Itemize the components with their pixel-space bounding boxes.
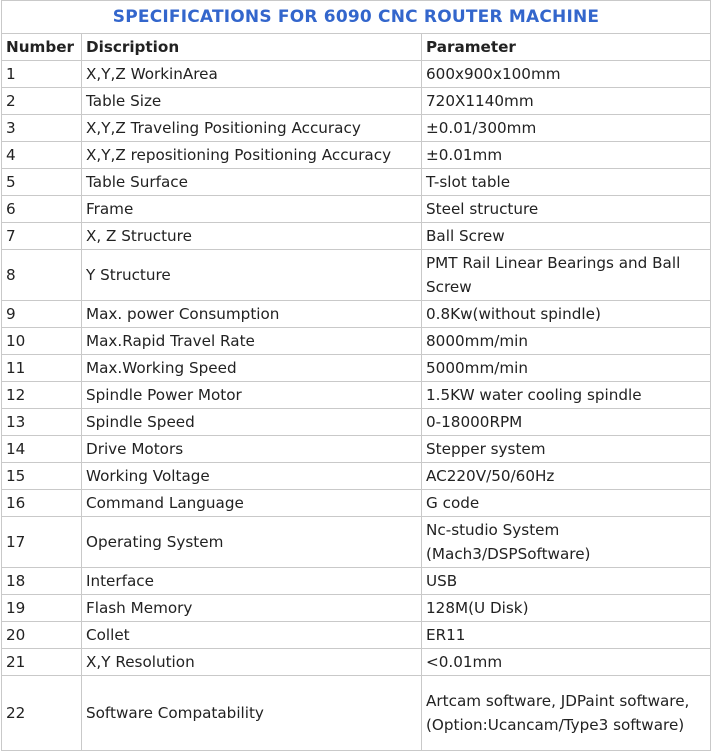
table-row	[2, 355, 711, 382]
cell-description: Flash Memory	[82, 595, 422, 622]
cell-parameter: USB	[422, 568, 711, 595]
cell-number: 9	[2, 301, 82, 328]
cell-number: 15	[2, 463, 82, 490]
cell-description: Max. power Consumption	[82, 301, 422, 328]
cell-description: Working Voltage	[82, 463, 422, 490]
cell-description: Frame	[82, 196, 422, 223]
cell-parameter: 1.5KW water cooling spindle	[422, 382, 711, 409]
table-row	[2, 409, 711, 436]
cell-number: 8	[2, 250, 82, 301]
spec-table-wrapper	[1, 0, 710, 751]
cell-parameter: Steel structure	[422, 196, 711, 223]
cell-description: Software Compatability	[82, 676, 422, 751]
cell-number: 14	[2, 436, 82, 463]
table-row	[2, 196, 711, 223]
cell-description: X,Y,Z WorkinArea	[82, 61, 422, 88]
cell-number: 5	[2, 169, 82, 196]
table-row	[2, 301, 711, 328]
cell-description: X,Y,Z repositioning Positioning Accuracy	[82, 142, 422, 169]
cell-number: 2	[2, 88, 82, 115]
cell-parameter: ER11	[422, 622, 711, 649]
table-row	[2, 517, 711, 568]
table-row	[2, 250, 711, 301]
cell-parameter: 600x900x100mm	[422, 61, 711, 88]
table-row	[2, 88, 711, 115]
table-row	[2, 676, 711, 751]
cell-parameter: 5000mm/min	[422, 355, 711, 382]
cell-number: 17	[2, 517, 82, 568]
cell-parameter: 8000mm/min	[422, 328, 711, 355]
cell-parameter: 0.8Kw(without spindle)	[422, 301, 711, 328]
table-row	[2, 463, 711, 490]
cell-description: Max.Rapid Travel Rate	[82, 328, 422, 355]
cell-number: 11	[2, 355, 82, 382]
table-row	[2, 490, 711, 517]
table-row	[2, 595, 711, 622]
cell-parameter: Artcam software, JDPaint software, (Option:Ucancam/Type3 software)	[422, 676, 711, 751]
cell-description: Operating System	[82, 517, 422, 568]
cell-number: 12	[2, 382, 82, 409]
cell-description: X, Z Structure	[82, 223, 422, 250]
cell-parameter: <0.01mm	[422, 649, 711, 676]
cell-number: 1	[2, 61, 82, 88]
cell-parameter: Stepper system	[422, 436, 711, 463]
cell-parameter: AC220V/50/60Hz	[422, 463, 711, 490]
column-header-description: Discription	[82, 34, 422, 61]
table-row	[2, 328, 711, 355]
cell-number: 13	[2, 409, 82, 436]
cell-description: Drive Motors	[82, 436, 422, 463]
spec-table	[1, 0, 711, 751]
table-row	[2, 622, 711, 649]
table-row	[2, 382, 711, 409]
cell-parameter: 0-18000RPM	[422, 409, 711, 436]
cell-parameter: G code	[422, 490, 711, 517]
cell-description: Table Size	[82, 88, 422, 115]
title-row	[2, 1, 711, 34]
cell-number: 16	[2, 490, 82, 517]
table-row	[2, 568, 711, 595]
cell-parameter: 720X1140mm	[422, 88, 711, 115]
cell-number: 3	[2, 115, 82, 142]
page-title: SPECIFICATIONS FOR 6090 CNC ROUTER MACHINE	[2, 1, 711, 34]
cell-description: Y Structure	[82, 250, 422, 301]
cell-number: 7	[2, 223, 82, 250]
cell-number: 18	[2, 568, 82, 595]
cell-number: 6	[2, 196, 82, 223]
cell-parameter: ±0.01/300mm	[422, 115, 711, 142]
table-row	[2, 436, 711, 463]
cell-description: Collet	[82, 622, 422, 649]
cell-description: Table Surface	[82, 169, 422, 196]
table-row	[2, 61, 711, 88]
table-body	[2, 61, 711, 751]
column-header-number: Number	[2, 34, 82, 61]
table-row	[2, 142, 711, 169]
table-row	[2, 169, 711, 196]
cell-description: Spindle Power Motor	[82, 382, 422, 409]
cell-description: Spindle Speed	[82, 409, 422, 436]
table-row	[2, 649, 711, 676]
column-header-parameter: Parameter	[422, 34, 711, 61]
cell-parameter: ±0.01mm	[422, 142, 711, 169]
cell-number: 21	[2, 649, 82, 676]
cell-number: 22	[2, 676, 82, 751]
cell-number: 20	[2, 622, 82, 649]
cell-description: Command Language	[82, 490, 422, 517]
cell-parameter: 128M(U Disk)	[422, 595, 711, 622]
cell-description: Interface	[82, 568, 422, 595]
cell-parameter: Nc-studio System (Mach3/DSPSoftware)	[422, 517, 711, 568]
cell-parameter: T-slot table	[422, 169, 711, 196]
cell-parameter: PMT Rail Linear Bearings and Ball Screw	[422, 250, 711, 301]
table-row	[2, 115, 711, 142]
table-row	[2, 223, 711, 250]
cell-number: 4	[2, 142, 82, 169]
header-row	[2, 34, 711, 61]
cell-description: X,Y,Z Traveling Positioning Accuracy	[82, 115, 422, 142]
cell-parameter: Ball Screw	[422, 223, 711, 250]
cell-number: 19	[2, 595, 82, 622]
cell-description: X,Y Resolution	[82, 649, 422, 676]
cell-description: Max.Working Speed	[82, 355, 422, 382]
cell-number: 10	[2, 328, 82, 355]
